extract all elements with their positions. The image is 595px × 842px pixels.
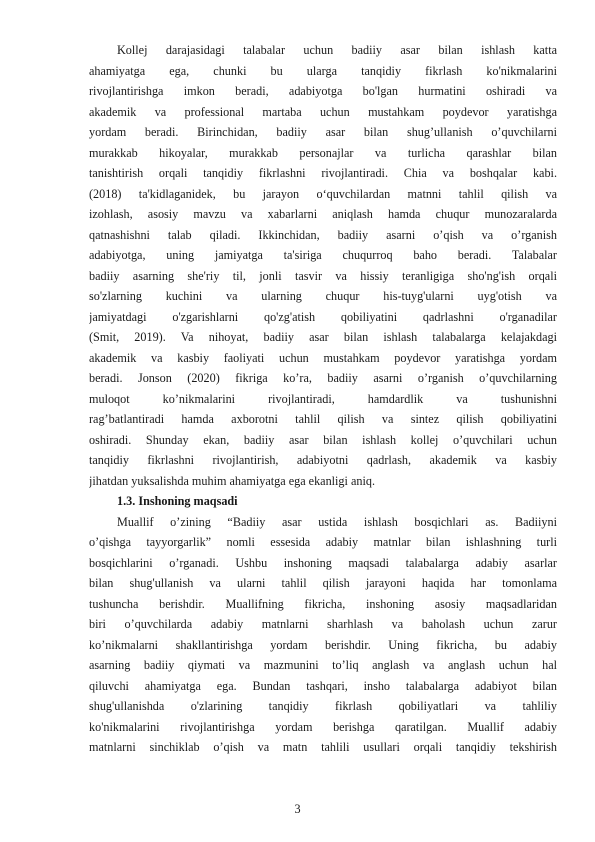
body-paragraph-1 <box>89 40 557 491</box>
text-line: jamiyatdagi o'zgarishlarni qo'zg'atish qobiliyatini qadrlashni o'rganadilar <box>89 309 557 324</box>
text-line: badiiy asarning she'riy til, jonli tasvir va hissiy teranligiga sho'ng'ish orqali <box>89 268 557 283</box>
text-line: bilan shug'ullanish va ularni tahlil qilish jarayoni haqida har tomonlama <box>89 576 557 590</box>
text-line: (Smit, 2019). Va nihoyat, badiiy asar bilan ishlash talabalarga kelajakdagi <box>89 330 557 344</box>
text-line: beradi. Jonson (2020) fikriga ko’ra, badiiy asarni o’rganish o’quvchilarning <box>89 371 557 385</box>
section-heading: 1.3. Inshoning maqsadi <box>117 494 238 508</box>
text-line: jihatdan yuksalishda muhim ahamiyatga ega ekanligi aniq. <box>89 473 375 488</box>
text-line: so'zlarning kuchini va ularning chuqur his-tuyg'ularni uyg'otish va <box>89 289 557 303</box>
text-line: asarning badiiy qiymati va mazmunini to’liq anglash va anglash uchun hal <box>89 658 557 672</box>
text-line: (2018) ta'kidlaganidek, bu jarayon o‘quvchilardan matnni tahlil qilish va <box>89 186 557 201</box>
text-line: izohlash, asosiy mavzu va xabarlarni aniqlash hamda chuqur munozaralarda <box>89 207 557 221</box>
text-line: tanishtirish orqali tanqidiy fikrlashni rivojlantiradi. Chia va boshqalar kabi. <box>89 166 557 180</box>
text-line: muloqot ko’nikmalarini rivojlantiradi, hamdardlik va tushunishni <box>89 391 557 406</box>
text-line: biri o’quvchilarda adabiy matnlarni sharhlash va baholash uchun zarur <box>89 617 557 631</box>
text-line: ko’nikmalarni shakllantirishga yordam berishdir. Uning fikricha, bu adabiy <box>89 637 557 652</box>
text-line: akademik va kasbiy faoliyati uchun mustahkam poydevor yaratishga yordam <box>89 350 557 365</box>
text-line: Muallif o’zining “Badiiy asar ustida ishlash bosqichlari as. Badiiyni <box>117 514 557 529</box>
text-line: adabiyotga, uning jamiyatga ta'siriga chuqurroq baho beradi. Talabalar <box>89 248 557 262</box>
text-line: ahamiyatga ega, chunki bu ularga tanqidiy fikrlash ko'nikmalarini <box>89 63 557 78</box>
document-page <box>89 40 557 758</box>
text-line: ko'nikmalarini rivojlantirishga yordam berishga qaratilgan. Muallif adabiy <box>89 719 557 734</box>
text-line: Kollej darajasidagi talabalar uchun badiiy asar bilan ishlash katta <box>117 43 557 57</box>
text-line: rag’batlantiradi hamda axborotni tahlil qilish va sintez qilish qobiliyatini <box>89 412 557 426</box>
text-line: yordam beradi. Birinchidan, badiiy asar bilan shug’ullanish o’quvchilarni <box>89 125 557 139</box>
text-line: rivojlantirishga imkon beradi, adabiyotga bo'lgan hurmatini oshiradi va <box>89 84 557 98</box>
text-line: matnlarni sinchiklab o’qish va matn tahlili usullari orqali tanqidiy tekshirish <box>89 740 557 754</box>
text-line: bosqichlarini o’rganadi. Ushbu inshoning maqsadi talabalarga adabiy asarlar <box>89 555 557 570</box>
text-line: murakkab hikoyalar, murakkab personajlar va turlicha qarashlar bilan <box>89 145 557 160</box>
text-line: tushuncha berishdir. Muallifning fikricha, inshoning asosiy maqsadlaridan <box>89 596 557 611</box>
page-number: 3 <box>294 802 301 816</box>
text-line: shug'ullanishda o'zlarining tanqidiy fikrlash qobiliyatlari va tahliliy <box>89 699 557 713</box>
text-line: oshiradi. Shunday ekan, badiiy asar bilan ishlash kollej o’quvchilari uchun <box>89 432 557 447</box>
text-line: akademik va professional martaba uchun mustahkam poydevor yaratishga <box>89 104 557 119</box>
text-line: tanqidiy fikrlashni rivojlantirish, adabiyotni qadrlash, akademik va kasbiy <box>89 453 557 467</box>
text-line: qatnashishni talab qiladi. Ikkinchidan, badiiy asarni o’qish va o’rganish <box>89 227 557 242</box>
body-paragraph-2 <box>89 512 557 758</box>
text-line: o’qishga tayyorgarlik” nomli essesida adabiy matnlar bilan ishlashning turli <box>89 535 557 549</box>
text-line: qiluvchi ahamiyatga ega. Bundan tashqari, insho talabalarga adabiyot bilan <box>89 678 557 693</box>
